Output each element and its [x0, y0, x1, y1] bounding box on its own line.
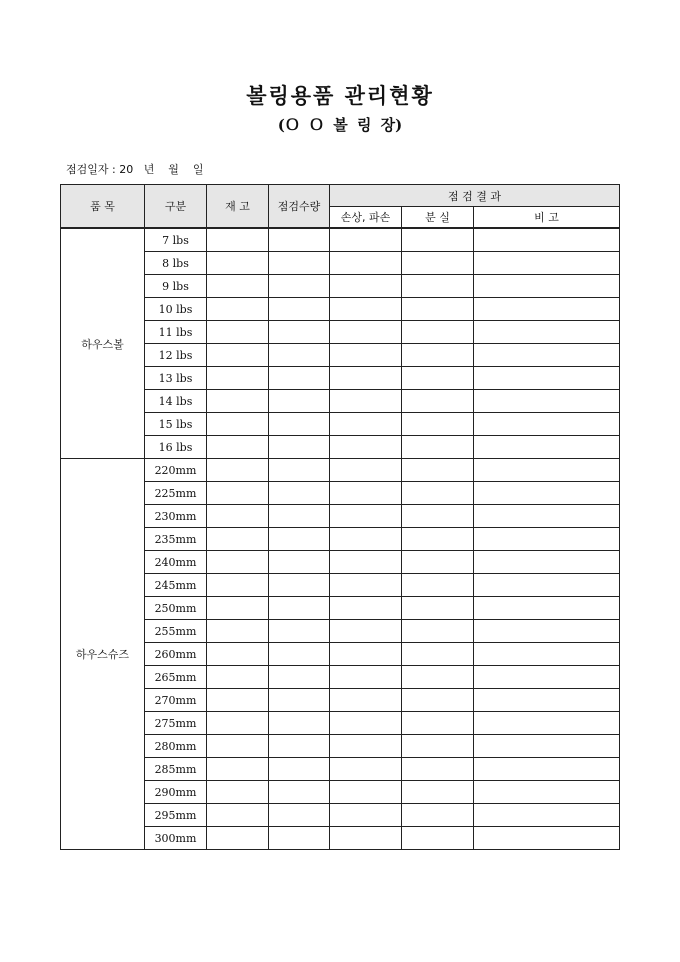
table-row [61, 827, 620, 850]
lost-cell[interactable] [402, 551, 474, 574]
inspect-qty-cell[interactable] [269, 390, 330, 413]
table-row [61, 252, 620, 275]
damage-cell[interactable] [330, 482, 402, 505]
lost-cell[interactable] [402, 574, 474, 597]
remark-cell[interactable] [474, 666, 620, 689]
stock-cell[interactable] [207, 298, 269, 321]
damage-cell[interactable] [330, 228, 402, 252]
header-stock: 재 고 [207, 185, 269, 229]
header-inspect-qty: 점검수량 [269, 185, 330, 229]
lost-cell[interactable] [402, 689, 474, 712]
size-cell: 235mm [145, 528, 207, 551]
table-row [61, 666, 620, 689]
remark-cell[interactable] [474, 436, 620, 459]
size-cell: 16 lbs [145, 436, 207, 459]
size-cell: 280mm [145, 735, 207, 758]
remark-cell[interactable] [474, 574, 620, 597]
damage-cell[interactable] [330, 689, 402, 712]
table-row [61, 804, 620, 827]
remark-cell[interactable] [474, 758, 620, 781]
header-category: 구분 [145, 185, 207, 229]
table-body [61, 228, 620, 850]
inspect-qty-cell[interactable] [269, 735, 330, 758]
inspect-qty-cell[interactable] [269, 597, 330, 620]
lost-cell[interactable] [402, 781, 474, 804]
inspect-qty-cell[interactable] [269, 758, 330, 781]
remark-cell[interactable] [474, 827, 620, 850]
table-row [61, 505, 620, 528]
damage-cell[interactable] [330, 367, 402, 390]
inspect-qty-cell[interactable] [269, 551, 330, 574]
header-remark: 비 고 [474, 207, 620, 229]
inspection-date-label: 점검일자 : 20 년 월 일 [66, 163, 204, 176]
lost-cell[interactable] [402, 620, 474, 643]
stock-cell[interactable] [207, 321, 269, 344]
damage-cell[interactable] [330, 827, 402, 850]
inspect-qty-cell[interactable] [269, 643, 330, 666]
remark-cell[interactable] [474, 643, 620, 666]
header-damage: 손상, 파손 [330, 207, 402, 229]
damage-cell[interactable] [330, 712, 402, 735]
inspect-qty-cell[interactable] [269, 528, 330, 551]
size-cell: 225mm [145, 482, 207, 505]
remark-cell[interactable] [474, 344, 620, 367]
size-cell: 260mm [145, 643, 207, 666]
stock-cell[interactable] [207, 712, 269, 735]
inspect-qty-cell[interactable] [269, 666, 330, 689]
lost-cell[interactable] [402, 597, 474, 620]
size-cell: 250mm [145, 597, 207, 620]
size-cell: 285mm [145, 758, 207, 781]
inspect-qty-cell[interactable] [269, 436, 330, 459]
inspect-qty-cell[interactable] [269, 228, 330, 252]
lost-cell[interactable] [402, 436, 474, 459]
stock-cell[interactable] [207, 482, 269, 505]
lost-cell[interactable] [402, 275, 474, 298]
size-cell: 12 lbs [145, 344, 207, 367]
inspect-qty-cell[interactable] [269, 413, 330, 436]
group-name: 하우스슈즈 [61, 459, 145, 850]
stock-cell[interactable] [207, 413, 269, 436]
remark-cell[interactable] [474, 252, 620, 275]
table-row [61, 436, 620, 459]
stock-cell[interactable] [207, 528, 269, 551]
stock-cell[interactable] [207, 252, 269, 275]
damage-cell[interactable] [330, 781, 402, 804]
damage-cell[interactable] [330, 804, 402, 827]
size-cell: 300mm [145, 827, 207, 850]
header-item: 품 목 [61, 185, 145, 229]
inspect-qty-cell[interactable] [269, 574, 330, 597]
lost-cell[interactable] [402, 321, 474, 344]
damage-cell[interactable] [330, 321, 402, 344]
damage-cell[interactable] [330, 390, 402, 413]
lost-cell[interactable] [402, 827, 474, 850]
table-row [61, 781, 620, 804]
lost-cell[interactable] [402, 390, 474, 413]
lost-cell[interactable] [402, 459, 474, 482]
table-row [61, 321, 620, 344]
table-row [61, 528, 620, 551]
remark-cell[interactable] [474, 597, 620, 620]
stock-cell[interactable] [207, 505, 269, 528]
table-row [61, 482, 620, 505]
inspect-qty-cell[interactable] [269, 275, 330, 298]
damage-cell[interactable] [330, 275, 402, 298]
document-title: 볼링용품 관리현황 [246, 83, 434, 108]
lost-cell[interactable] [402, 758, 474, 781]
stock-cell[interactable] [207, 551, 269, 574]
table-row [61, 413, 620, 436]
table-row [61, 689, 620, 712]
lost-cell[interactable] [402, 643, 474, 666]
lost-cell[interactable] [402, 712, 474, 735]
stock-cell[interactable] [207, 228, 269, 252]
size-cell: 290mm [145, 781, 207, 804]
table-row [61, 620, 620, 643]
inspect-qty-cell[interactable] [269, 344, 330, 367]
table-row [61, 390, 620, 413]
table-row [61, 367, 620, 390]
group-name: 하우스볼 [61, 228, 145, 459]
remark-cell[interactable] [474, 413, 620, 436]
inspect-qty-cell[interactable] [269, 804, 330, 827]
remark-cell[interactable] [474, 482, 620, 505]
size-cell: 14 lbs [145, 390, 207, 413]
header-inspection-result: 점 검 결 과 [330, 185, 620, 207]
table-row [61, 228, 620, 252]
size-cell: 13 lbs [145, 367, 207, 390]
damage-cell[interactable] [330, 298, 402, 321]
size-cell: 255mm [145, 620, 207, 643]
inspect-qty-cell[interactable] [269, 827, 330, 850]
damage-cell[interactable] [330, 344, 402, 367]
stock-cell[interactable] [207, 804, 269, 827]
header-lost: 분 실 [402, 207, 474, 229]
table-row [61, 735, 620, 758]
size-cell: 245mm [145, 574, 207, 597]
remark-cell[interactable] [474, 735, 620, 758]
damage-cell[interactable] [330, 459, 402, 482]
stock-cell[interactable] [207, 597, 269, 620]
lost-cell[interactable] [402, 298, 474, 321]
damage-cell[interactable] [330, 620, 402, 643]
size-cell: 295mm [145, 804, 207, 827]
remark-cell[interactable] [474, 689, 620, 712]
stock-cell[interactable] [207, 367, 269, 390]
stock-cell[interactable] [207, 620, 269, 643]
inspect-qty-cell[interactable] [269, 321, 330, 344]
stock-cell[interactable] [207, 574, 269, 597]
size-cell: 230mm [145, 505, 207, 528]
lost-cell[interactable] [402, 252, 474, 275]
size-cell: 265mm [145, 666, 207, 689]
inspect-qty-cell[interactable] [269, 367, 330, 390]
remark-cell[interactable] [474, 275, 620, 298]
damage-cell[interactable] [330, 505, 402, 528]
damage-cell[interactable] [330, 551, 402, 574]
inspect-qty-cell[interactable] [269, 620, 330, 643]
remark-cell[interactable] [474, 551, 620, 574]
remark-cell[interactable] [474, 712, 620, 735]
damage-cell[interactable] [330, 528, 402, 551]
damage-cell[interactable] [330, 436, 402, 459]
remark-cell[interactable] [474, 298, 620, 321]
remark-cell[interactable] [474, 620, 620, 643]
size-cell: 10 lbs [145, 298, 207, 321]
stock-cell[interactable] [207, 689, 269, 712]
stock-cell[interactable] [207, 666, 269, 689]
lost-cell[interactable] [402, 735, 474, 758]
size-cell: 275mm [145, 712, 207, 735]
remark-cell[interactable] [474, 390, 620, 413]
stock-cell[interactable] [207, 436, 269, 459]
table-row [61, 574, 620, 597]
table-row [61, 758, 620, 781]
damage-cell[interactable] [330, 666, 402, 689]
size-cell: 15 lbs [145, 413, 207, 436]
remark-cell[interactable] [474, 367, 620, 390]
table-row [61, 298, 620, 321]
inspect-qty-cell[interactable] [269, 459, 330, 482]
size-cell: 11 lbs [145, 321, 207, 344]
remark-cell[interactable] [474, 321, 620, 344]
inspect-qty-cell[interactable] [269, 712, 330, 735]
remark-cell[interactable] [474, 505, 620, 528]
inventory-table [60, 184, 620, 850]
stock-cell[interactable] [207, 344, 269, 367]
size-cell: 9 lbs [145, 275, 207, 298]
inspect-qty-cell[interactable] [269, 689, 330, 712]
stock-cell[interactable] [207, 275, 269, 298]
stock-cell[interactable] [207, 643, 269, 666]
stock-cell[interactable] [207, 459, 269, 482]
lost-cell[interactable] [402, 344, 474, 367]
size-cell: 7 lbs [145, 228, 207, 252]
lost-cell[interactable] [402, 367, 474, 390]
table-row [61, 551, 620, 574]
size-cell: 8 lbs [145, 252, 207, 275]
table-row [61, 712, 620, 735]
damage-cell[interactable] [330, 758, 402, 781]
table-row [61, 459, 620, 482]
size-cell: 240mm [145, 551, 207, 574]
damage-cell[interactable] [330, 252, 402, 275]
inspect-qty-cell[interactable] [269, 252, 330, 275]
lost-cell[interactable] [402, 482, 474, 505]
size-cell: 270mm [145, 689, 207, 712]
lost-cell[interactable] [402, 505, 474, 528]
inspect-qty-cell[interactable] [269, 505, 330, 528]
size-cell: 220mm [145, 459, 207, 482]
lost-cell[interactable] [402, 228, 474, 252]
stock-cell[interactable] [207, 827, 269, 850]
table-row [61, 344, 620, 367]
damage-cell[interactable] [330, 413, 402, 436]
lost-cell[interactable] [402, 666, 474, 689]
damage-cell[interactable] [330, 574, 402, 597]
table-row [61, 275, 620, 298]
remark-cell[interactable] [474, 528, 620, 551]
stock-cell[interactable] [207, 735, 269, 758]
remark-cell[interactable] [474, 459, 620, 482]
stock-cell[interactable] [207, 390, 269, 413]
lost-cell[interactable] [402, 804, 474, 827]
damage-cell[interactable] [330, 643, 402, 666]
document-subtitle: (Ｏ Ｏ 볼 링 장) [277, 116, 403, 134]
lost-cell[interactable] [402, 413, 474, 436]
inspect-qty-cell[interactable] [269, 482, 330, 505]
inspect-qty-cell[interactable] [269, 298, 330, 321]
remark-cell[interactable] [474, 228, 620, 252]
remark-cell[interactable] [474, 804, 620, 827]
damage-cell[interactable] [330, 735, 402, 758]
remark-cell[interactable] [474, 781, 620, 804]
stock-cell[interactable] [207, 781, 269, 804]
inspect-qty-cell[interactable] [269, 781, 330, 804]
table-row [61, 597, 620, 620]
lost-cell[interactable] [402, 528, 474, 551]
table-row [61, 643, 620, 666]
stock-cell[interactable] [207, 758, 269, 781]
damage-cell[interactable] [330, 597, 402, 620]
